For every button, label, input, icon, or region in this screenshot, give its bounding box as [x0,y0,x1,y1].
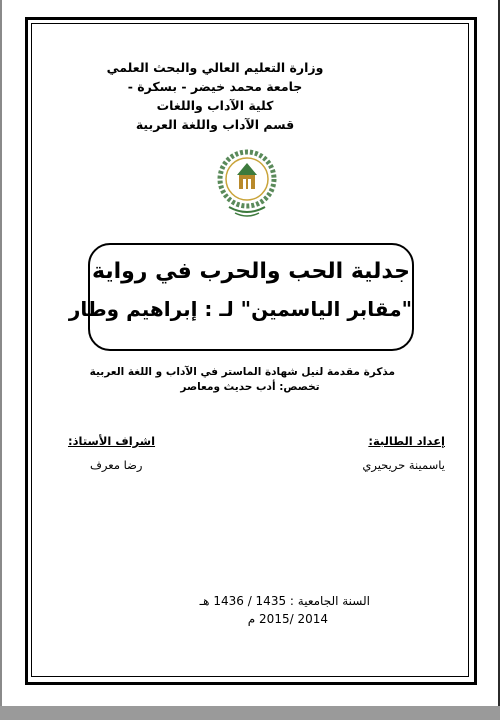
thesis-title-line1: جدلية الحب والحرب في رواية [91,259,410,284]
thesis-title-box [68,243,414,351]
memo-description [89,365,395,395]
supervisor-label: اشراف الأستاذ: [68,434,156,448]
university-seal-icon [215,145,280,225]
student-label: إعداد الطالبة: [368,434,445,448]
supervisor-name: رضا معرف [90,458,143,472]
academic-year-hijri: السنة الجامعية : 1435 / 1436 هـ [199,594,370,608]
university-line: جامعة محمد خيضر - بسكرة - [127,79,303,94]
page-edge-left [0,0,2,706]
academic-year-gregorian: 2014 /2015 م [247,612,328,626]
faculty-line: كلية الآداب واللغات [156,98,274,113]
memo-line2: تخصص: أدب حديث ومعاصر [180,381,320,393]
institution-header [60,58,370,134]
memo-line1: مذكرة مقدمة لنيل شهادة الماستر في الآداب و اللغة العربية [89,366,395,378]
page-edge-bottom [0,706,500,720]
thesis-title-line2: "مقابر الياسمين" لـ : إبراهيم وطار [68,297,412,321]
student-name: ياسمينة حريحيري [362,458,445,472]
department-line: قسم الآداب واللغة العربية [135,117,295,132]
ministry-line: وزارة التعليم العالي والبحث العلمي [106,60,324,75]
